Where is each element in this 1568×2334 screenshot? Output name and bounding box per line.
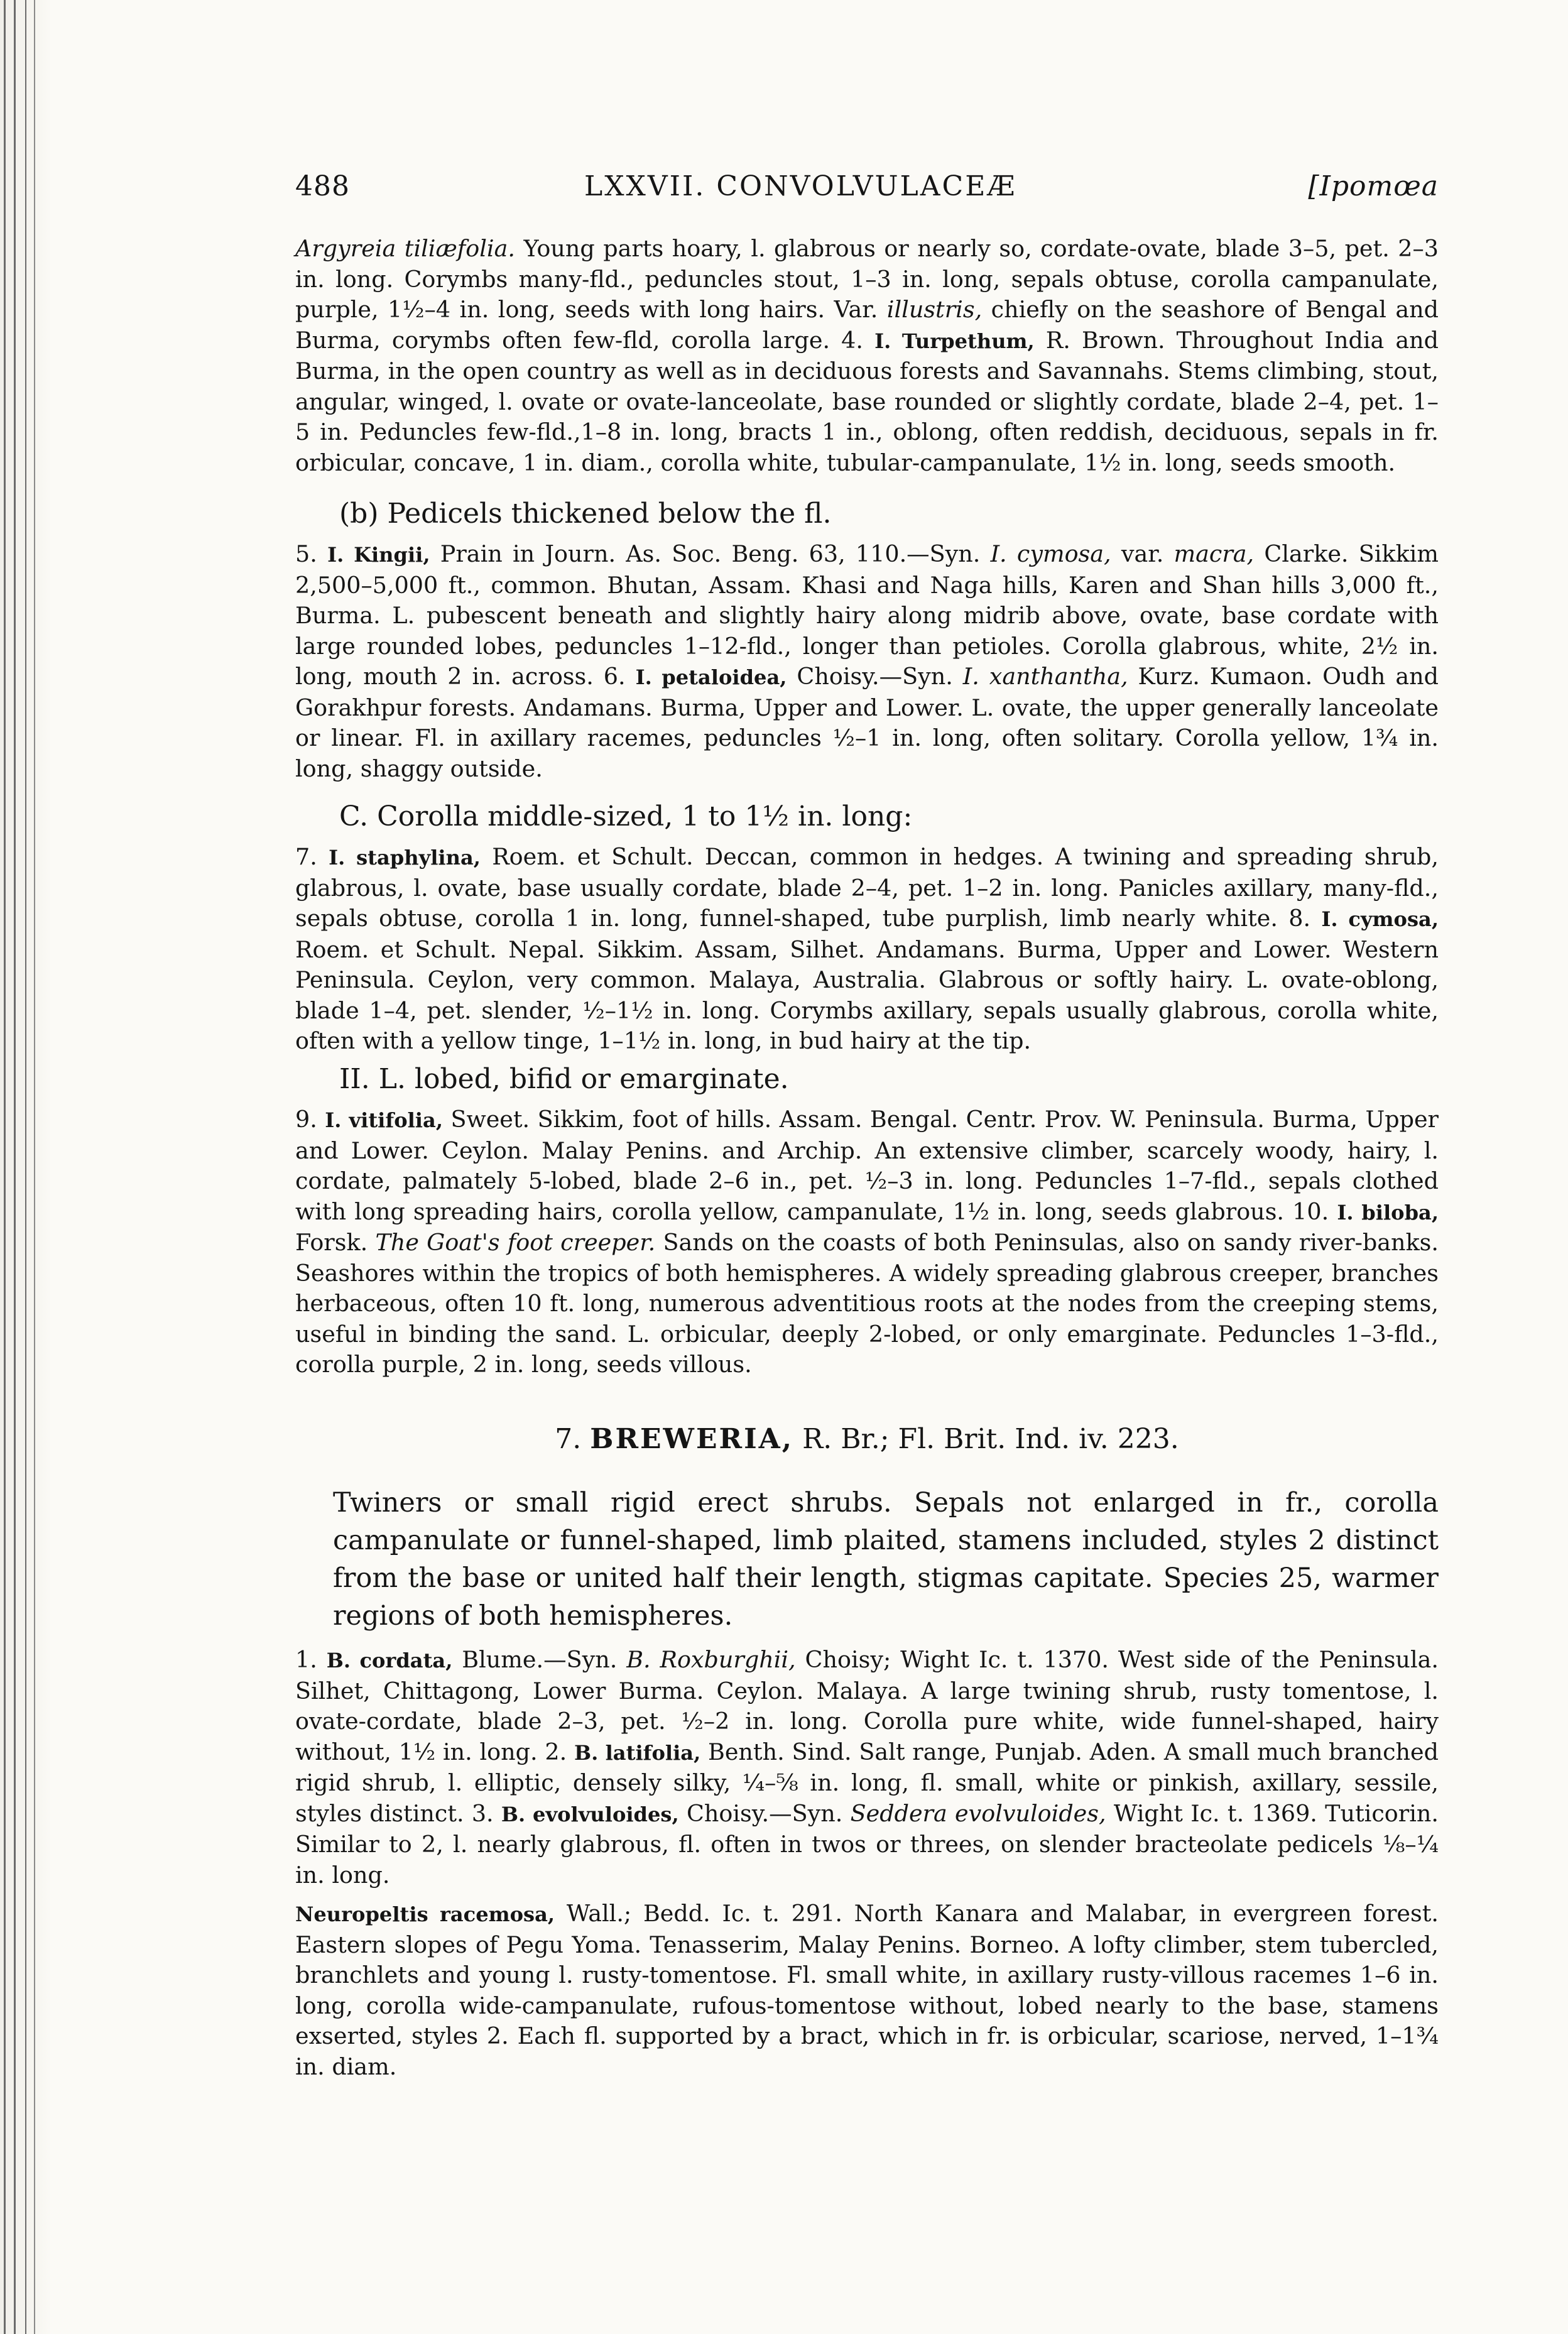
description-text: Choisy; Wight Ic. t. 1370. West side of the Peninsula. Silhet, Chittagong, Lower Burma. Ceylon. Malaya. A large twining shrub, rusty tomentose, l. ovate-cordate, blade 2–3, pet. ½–2 in. long. Corolla pure white, wide funnel-shaped, hairy without, 1½ in. long. 2. [295,1646,1439,1765]
entry-number: 7. [295,843,329,870]
species-name: Argyreia tiliæfolia. [295,235,515,262]
book-binding-edge [0,0,52,2334]
running-genus: [Ipomœa [1308,170,1439,202]
description-text: Wall.; Bedd. Ic. t. 291. North Kanara and Malabar, in evergreen forest. Eastern slopes of Pegu Yoma. Tenasserim, Malay Penins. Borneo. A lofty climber, stem tubercled, branchlets and young l. rusty-tomentose. Fl. small white, in axillary rusty-villous racemes 1–6 in. long, corolla wide-campanulate, rufous-tomentose without, lobed nearly to the base, stamens exserted, styles 2. Each fl. supported by a bract, which in fr. is orbicular, scariose, nerved, 1–1¾ in. diam. [295,1900,1439,2080]
synonym-name: I. cymosa, [990,540,1111,567]
paragraph-kingii-petaloidea [295,539,1439,784]
genus-name: BREWERIA, [590,1423,794,1455]
paragraph-breweria-species [295,1645,1439,1890]
chapter-title: LXXVII. CONVOLVULACEÆ [584,170,1017,202]
species-name: I. biloba, [1337,1200,1439,1224]
description-text: Benth. Sind. Salt range, Punjab. Aden. A small much branched rigid shrub, l. elliptic, densely silky, ¼–⅝ in. long, fl. small, white or pinkish, axillary, sessile, styles distinct. 3. [295,1738,1439,1827]
variety-name: illustris, [886,296,983,323]
genus-description [333,1484,1439,1635]
common-name: The Goat's foot creeper. [375,1229,656,1256]
species-name: I. cymosa, [1321,907,1439,931]
description-text: Wight Ic. t. 1369. Tuticorin. Similar to 2, l. nearly glabrous, fl. often in twos or threes, on slender bracteolate pedicels ⅛–¼ in. long. [295,1799,1439,1889]
genus-heading [295,1421,1439,1458]
entry-number: 1. [295,1646,327,1673]
binding-line [4,0,6,2334]
description-text: Prain in Journ. As. Soc. Beng. 63, 110.—Syn. [430,540,991,567]
running-header [295,165,1439,209]
entry-number: 9. [295,1106,325,1133]
paragraph-argyreia-turpethum [295,234,1439,478]
binding-line [25,0,26,2334]
description-text: Blume.—Syn. [452,1646,627,1673]
description-text: var. [1111,540,1174,567]
paragraph-staphylina-cymosa [295,842,1439,1057]
description-text: Young parts hoary, l. glabrous or nearly so, cordate-ovate, blade 3–5, pet. 2–3 in. long. Corymbs many-fld., peduncles stout, 1–3 in. long, sepals obtuse, corolla campanulate, purple, 1½–4 in. long, seeds with long hairs. Var. [295,235,1439,323]
genus-description-text: Twiners or small rigid erect shrubs. Sepals not enlarged in fr., corolla campanulate or funnel-shaped, limb plaited, stamens included, styles 2 distinct from the base or united half their length, stigmas capitate. Species 25, warmer regions of both hemispheres. [333,1487,1439,1632]
genus-number: 7. [555,1423,582,1455]
species-name: B. latifolia, [574,1740,701,1765]
paragraph-neuropeltis [295,1899,1439,2082]
description-text: Roem. et Schult. Nepal. Sikkim. Assam, Silhet. Andamans. Burma, Upper and Lower. Western Peninsula. Ceylon, very common. Malaya, Australia. Glabrous or softly hairy. L. ovate-oblong, blade 1–4, pet. slender, ½–1½ in. long. Corymbs axillary, sepals usually glabrous, corolla white, often with a yellow tinge, 1–1½ in. long, in bud hairy at the tip. [295,935,1439,1054]
description-text: Choisy.—Syn. [787,663,963,690]
species-name: I. staphylina, [329,846,481,870]
description-text: Forsk. [295,1229,376,1256]
page-number: 488 [295,170,350,202]
description-text: Roem. et Schult. Deccan, common in hedges. A twining and spreading shrub, glabrous, l. ovate, base usually cordate, blade 2–4, pet. 1–2 in. long. Panicles axillary, many-fld., sepals obtuse, corolla 1 in. long, funnel-shaped, tube purplish, limb nearly white. 8. [295,843,1439,932]
binding-line [34,0,35,2334]
description-text: Kurz. Kumaon. Oudh and Gorakhpur forests. Andamans. Burma, Upper and Lower. L. ovate, the upper generally lanceolate or linear. Fl. in axillary racemes, peduncles ½–1 in. long, often solitary. Corolla yellow, 1¾ in. long, shaggy outside. [295,663,1439,782]
species-name: B. evolvuloides, [501,1802,679,1826]
description-text: Choisy.—Syn. [678,1799,851,1827]
species-name: B. cordata, [326,1649,453,1672]
synonym-name: Seddera evolvuloides, [850,1799,1106,1827]
description-text: Sweet. Sikkim, foot of hills. Assam. Bengal. Centr. Prov. W. Peninsula. Burma, Upper and Lower. Ceylon. Malay Penins. and Archip. An extensive climber, scarcely woody, hairy, l. cordate, palmately 5-lobed, blade 2–6 in., pet. ½–3 in. long. Peduncles 1–7-fld., sepals clothed with long spreading hairs, corolla yellow, campanulate, 1½ in. long, seeds glabrous. 10. [295,1106,1439,1225]
description-text: Sands on the coasts of both Peninsulas, also on sandy river-banks. Seashores within the tropics of both hemispheres. A widely spreading glabrous creeper, branches herbaceous, often 10 ft. long, numerous adventitious roots at the nodes from the creeping stems, useful in binding the sand. L. orbicular, deeply 2-lobed, or only emarginate. Peduncles 1–3-fld., corolla purple, 2 in. long, seeds villous. [295,1229,1439,1378]
species-name: I. vitifolia, [325,1108,443,1132]
description-text: R. Brown. Throughout India and Burma, in the open country as well as in deciduous forests and Savannahs. Stems climbing, stout, angular, winged, l. ovate or ovate-lanceolate, base rounded or slightly cordate, blade 2–4, pet. 1–5 in. Peduncles few-fld.,1–8 in. long, bracts 1 in., oblong, often reddish, deciduous, sepals in fr. orbicular, concave, 1 in. diam., corolla white, tubular-campanulate, 1½ in. long, seeds smooth. [295,326,1439,476]
species-name: I. Kingii, [327,543,430,567]
species-name: I. petaloidea, [635,665,787,689]
entry-number: 5. [295,540,317,567]
genus-reference: R. Br.; Fl. Brit. Ind. iv. 223. [793,1423,1179,1455]
synonym-name: I. xanthantha, [962,663,1128,690]
synonym-name: B. Roxburghii, [626,1646,796,1673]
variety-name: macra, [1173,540,1255,567]
heading-text: Pedicels thickened below the fl. [378,498,832,530]
subheading-b [339,496,831,532]
description-text: chiefly on the seashore of Bengal and Burma, corymbs often few-fld, corolla large. 4. [295,296,1439,354]
species-name: I. Turpethum, [874,329,1035,353]
binding-line [14,0,16,2334]
subheading-ii: II. L. lobed, bifid or emarginate. [339,1063,789,1095]
species-name: Neuropeltis racemosa, [295,1902,555,1926]
subheading-c: C. Corolla middle-sized, 1 to 1½ in. long: [339,800,913,832]
paragraph-vitifolia-biloba [295,1104,1439,1380]
description-text: Clarke. Sikkim 2,500–5,000 ft., common. Bhutan, Assam. Khasi and Naga hills, Karen and Shan hills 3,000 ft., Burma. L. pubescent beneath and slightly hairy along midrib above, ovate, base cordate with large rounded lobes, peduncles 1–12-fld., longer than petioles. Corolla glabrous, white, 2½ in. long, mouth 2 in. across. 6. [295,540,1439,690]
heading-marker: (b) [339,498,379,530]
